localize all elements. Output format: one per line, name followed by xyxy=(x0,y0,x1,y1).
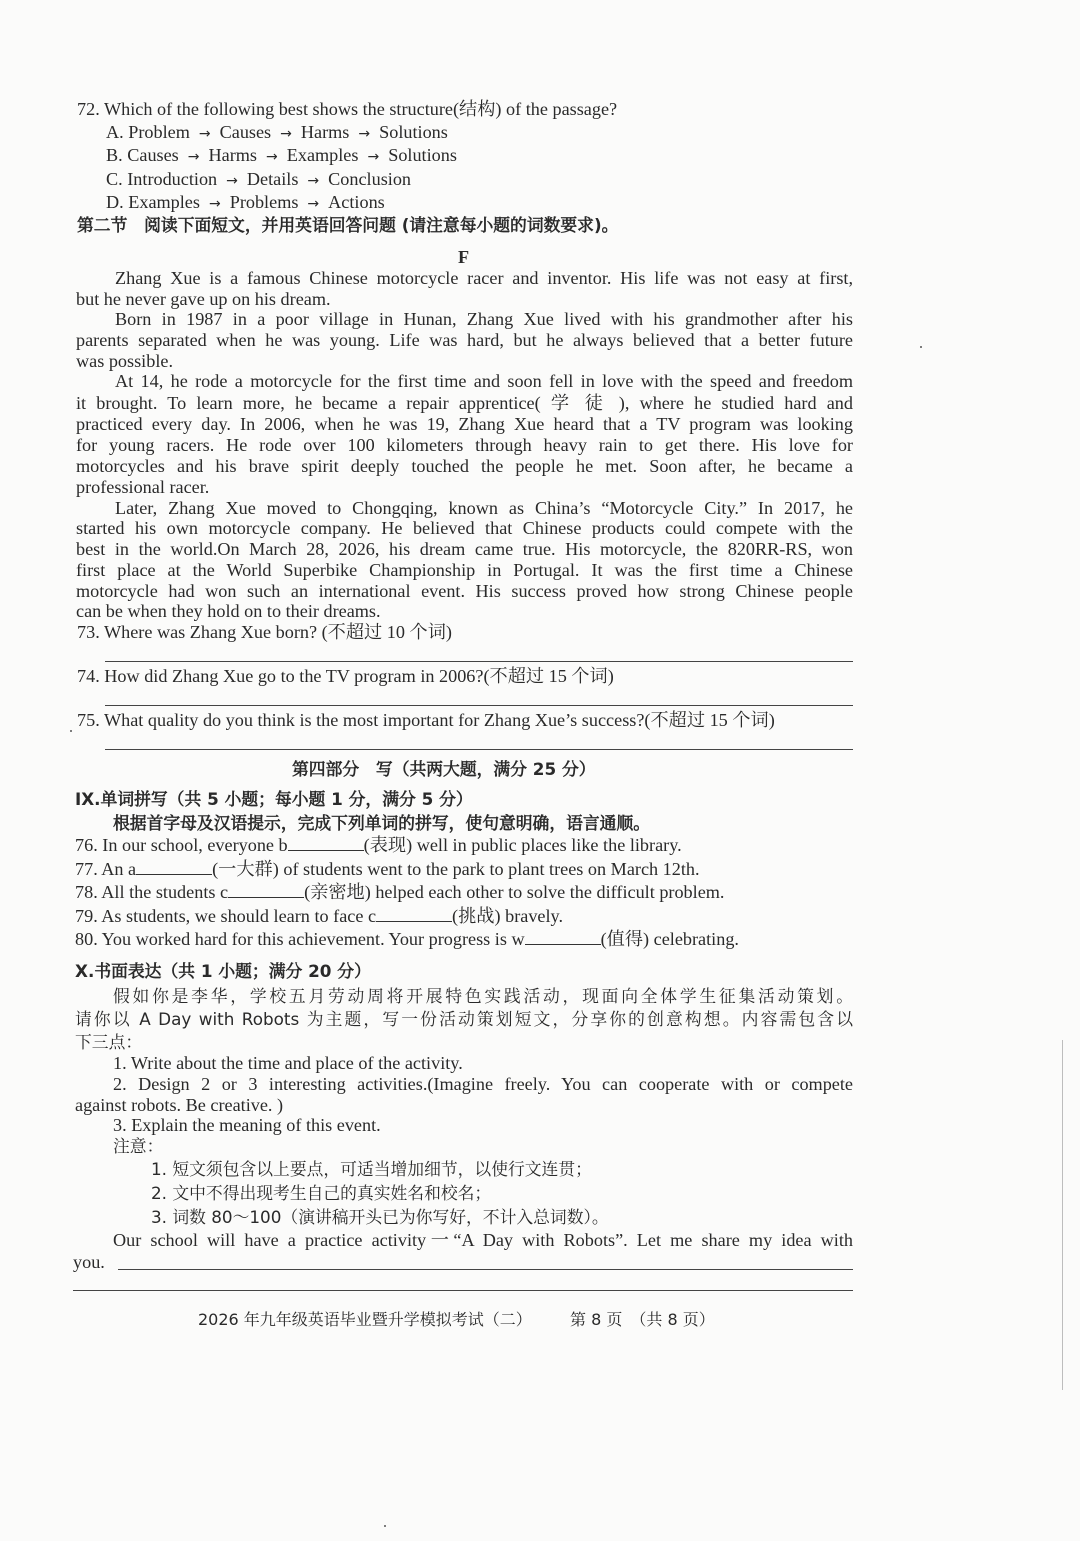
writing-point-1: 1. Write about the time and place of the activity. xyxy=(113,1053,463,1073)
spelling-item-78 xyxy=(75,881,724,903)
option-step: Problems xyxy=(229,192,299,212)
essay-opening-cont: you. xyxy=(73,1252,105,1272)
spelling-blank[interactable] xyxy=(136,858,212,875)
arrow-icon: → xyxy=(358,126,371,142)
option-step: Examples xyxy=(286,145,359,165)
passage-line: it brought. To learn more, he became a repair apprentice( 学 徒 ), where he studied hard and xyxy=(76,393,853,413)
spelling-blank[interactable] xyxy=(228,881,304,898)
passage-line: At 14, he rode a motorcycle for the first time and soon fell in love with the speed and freedom xyxy=(115,371,853,391)
option-letter: A. xyxy=(106,122,129,142)
writing-point-3: 3. Explain the meaning of this event. xyxy=(113,1115,381,1135)
footer-exam-title: 2026 年九年级英语毕业暨升学模拟考试（二） xyxy=(198,1310,532,1329)
passage-line: started his own motorcycle company. He believed that Chinese products could compete with the xyxy=(76,518,853,538)
essay-opening-line: Our school will have a practice activity一“A Day with Robots”. Let me share my idea with xyxy=(113,1230,853,1250)
spelling-rest: celebrating. xyxy=(649,929,739,949)
arrow-icon: → xyxy=(198,126,211,142)
option-step: Problem xyxy=(128,122,190,142)
option-step: Examples xyxy=(128,192,200,212)
essay-writing-line-1[interactable] xyxy=(118,1269,853,1270)
scan-speck xyxy=(920,346,922,348)
section-9-heading: IX.单词拼写（共 5 小题；每小题 1 分，满分 5 分） xyxy=(75,789,473,809)
scan-edge-line xyxy=(1062,1040,1063,1390)
option-letter: D. xyxy=(106,192,129,212)
question-73: 73. Where was Zhang Xue born? (不超过 10 个词) xyxy=(77,622,452,642)
spelling-blank[interactable] xyxy=(525,928,601,945)
essay-writing-line-2[interactable] xyxy=(73,1290,853,1291)
writing-prompt-line-2: 请你以 A Day with Robots 为主题，写一份活动策划短文，分享你的创意构想。内容需包含以 xyxy=(75,1009,853,1029)
writing-prompt-line-1: 假如你是李华，学校五月劳动周将开展特色实践活动，现面向全体学生征集活动策划。 xyxy=(113,986,853,1006)
passage-line: Later, Zhang Xue moved to Chongqing, known as China’s “Motorcycle City.” In 2017, he xyxy=(115,498,853,518)
arrow-icon: → xyxy=(367,149,380,165)
section-2-heading: 第二节 阅读下面短文，并用英语回答问题 (请注意每小题的词数要求)。 xyxy=(77,215,619,235)
option-letter: C. xyxy=(106,169,128,189)
spelling-blank[interactable] xyxy=(376,905,452,922)
passage-line: can be when they hold on to their dreams. xyxy=(76,601,381,621)
spelling-blank[interactable] xyxy=(288,834,364,851)
option-step: Causes xyxy=(127,145,179,165)
passage-line: but he never gave up on his dream. xyxy=(76,289,331,309)
spelling-item-80 xyxy=(75,928,739,950)
option-step: Details xyxy=(246,169,299,189)
writing-point-2-cont: against robots. Be creative. ) xyxy=(75,1095,284,1115)
option-step: Harms xyxy=(300,122,350,142)
option-step: Introduction xyxy=(127,169,218,189)
spelling-rest: helped each other to solve the difficult problem. xyxy=(370,882,725,902)
spelling-prompt: 80. You worked hard for this achievement. Your progress is w xyxy=(75,929,525,949)
note-1: 1. 短文须包含以上要点，可适当增加细节，以使行文连贯； xyxy=(151,1159,592,1179)
part-4-heading: 第四部分 写（共两大题，满分 25 分） xyxy=(292,759,596,779)
writing-point-2: 2. Design 2 or 3 interesting activities.(Imagine freely. You can cooperate with or compete xyxy=(113,1074,853,1094)
option-step: Actions xyxy=(328,192,385,212)
notes-label: 注意： xyxy=(113,1136,164,1156)
question-75: 75. What quality do you think is the most important for Zhang Xue’s success?(不超过 15 个词) xyxy=(77,710,775,730)
option-b[interactable] xyxy=(106,144,457,168)
passage-line: first place at the World Superbike Championship in Portugal. It was the first time a Chinese xyxy=(76,560,853,580)
option-step: Solutions xyxy=(388,145,457,165)
arrow-icon: → xyxy=(266,149,278,165)
arrow-icon: → xyxy=(226,173,238,189)
spelling-hint: (表现) xyxy=(363,835,413,855)
option-step: Harms xyxy=(208,145,257,165)
arrow-icon: → xyxy=(307,173,320,189)
passage-line: was possible. xyxy=(76,351,173,371)
spelling-prompt: 79. As students, we should learn to face c xyxy=(75,906,377,926)
scan-speck xyxy=(384,1525,386,1527)
note-2: 2. 文中不得出现考生自己的真实姓名和校名； xyxy=(151,1183,492,1203)
passage-line: practiced every day. In 2006, when he was 19, Zhang Xue heard that a TV program was looking xyxy=(76,414,853,434)
option-letter: B. xyxy=(106,145,128,165)
scan-speck xyxy=(70,730,72,732)
spelling-rest: bravely. xyxy=(500,906,563,926)
option-c[interactable] xyxy=(106,168,411,192)
spelling-hint: (亲密地) xyxy=(304,882,371,902)
spelling-item-76 xyxy=(75,834,682,856)
section-10-heading: X.书面表达（共 1 小题；满分 20 分） xyxy=(75,961,371,981)
spelling-prompt: 78. All the students c xyxy=(75,882,229,902)
spelling-rest: of students went to the park to plant trees on March 12th. xyxy=(278,859,700,879)
answer-line-75[interactable] xyxy=(105,749,853,750)
arrow-icon: → xyxy=(208,196,221,212)
passage-line: Zhang Xue is a famous Chinese motorcycle racer and inventor. His life was not easy at first, xyxy=(115,268,853,288)
spelling-rest: well in public places like the library. xyxy=(412,835,682,855)
option-step: Causes xyxy=(219,122,272,142)
spelling-prompt: 76. In our school, everyone b xyxy=(75,835,288,855)
spelling-hint: (值得) xyxy=(600,929,650,949)
passage-line: Born in 1987 in a poor village in Hunan, Zhang Xue lived with his grandmother after his xyxy=(115,309,853,329)
spelling-hint: (挑战) xyxy=(452,906,501,926)
note-3: 3. 词数 80～100（演讲稿开头已为你写好，不计入总词数）。 xyxy=(151,1207,609,1227)
option-a[interactable] xyxy=(106,121,448,145)
answer-line-73[interactable] xyxy=(105,661,853,662)
passage-line: motorcycle had won such an international event. His success proved how strong Chinese people xyxy=(76,581,853,601)
writing-prompt-line-3: 下三点： xyxy=(75,1032,143,1052)
spelling-item-79 xyxy=(75,905,563,927)
arrow-icon: → xyxy=(280,126,292,142)
spelling-item-77 xyxy=(75,858,700,880)
passage-line: motorcycles and his brave spirit deeply touched the people he met. Soon after, he became a xyxy=(76,456,853,476)
passage-line: for young racers. He rode over 100 kilometers through heavy rain to get there. His love for xyxy=(76,435,853,455)
spelling-prompt: 77. An a xyxy=(75,859,137,879)
arrow-icon: → xyxy=(187,149,200,165)
footer-page-number: 第 8 页 （共 8 页） xyxy=(570,1310,715,1329)
answer-line-74[interactable] xyxy=(105,705,853,706)
passage-line: parents separated when he was young. Life was hard, but he always believed that a better future xyxy=(76,330,853,350)
arrow-icon: → xyxy=(307,196,320,212)
passage-line: professional racer. xyxy=(76,477,210,497)
option-d[interactable] xyxy=(106,191,385,215)
passage-title: F xyxy=(458,247,470,267)
passage-line: best in the world.On March 28, 2026, his dream came true. His motorcycle, the 820RR-RS, won xyxy=(76,539,853,559)
section-9-instruction: 根据首字母及汉语提示，完成下列单词的拼写，使句意明确，语言通顺。 xyxy=(113,813,651,833)
option-step: Conclusion xyxy=(328,169,412,189)
spelling-hint: (一大群) xyxy=(212,859,279,879)
option-step: Solutions xyxy=(379,122,448,142)
question-74: 74. How did Zhang Xue go to the TV program in 2006?(不超过 15 个词) xyxy=(77,666,614,686)
question-72-stem: 72. Which of the following best shows the structure(结构) of the passage? xyxy=(77,99,618,119)
